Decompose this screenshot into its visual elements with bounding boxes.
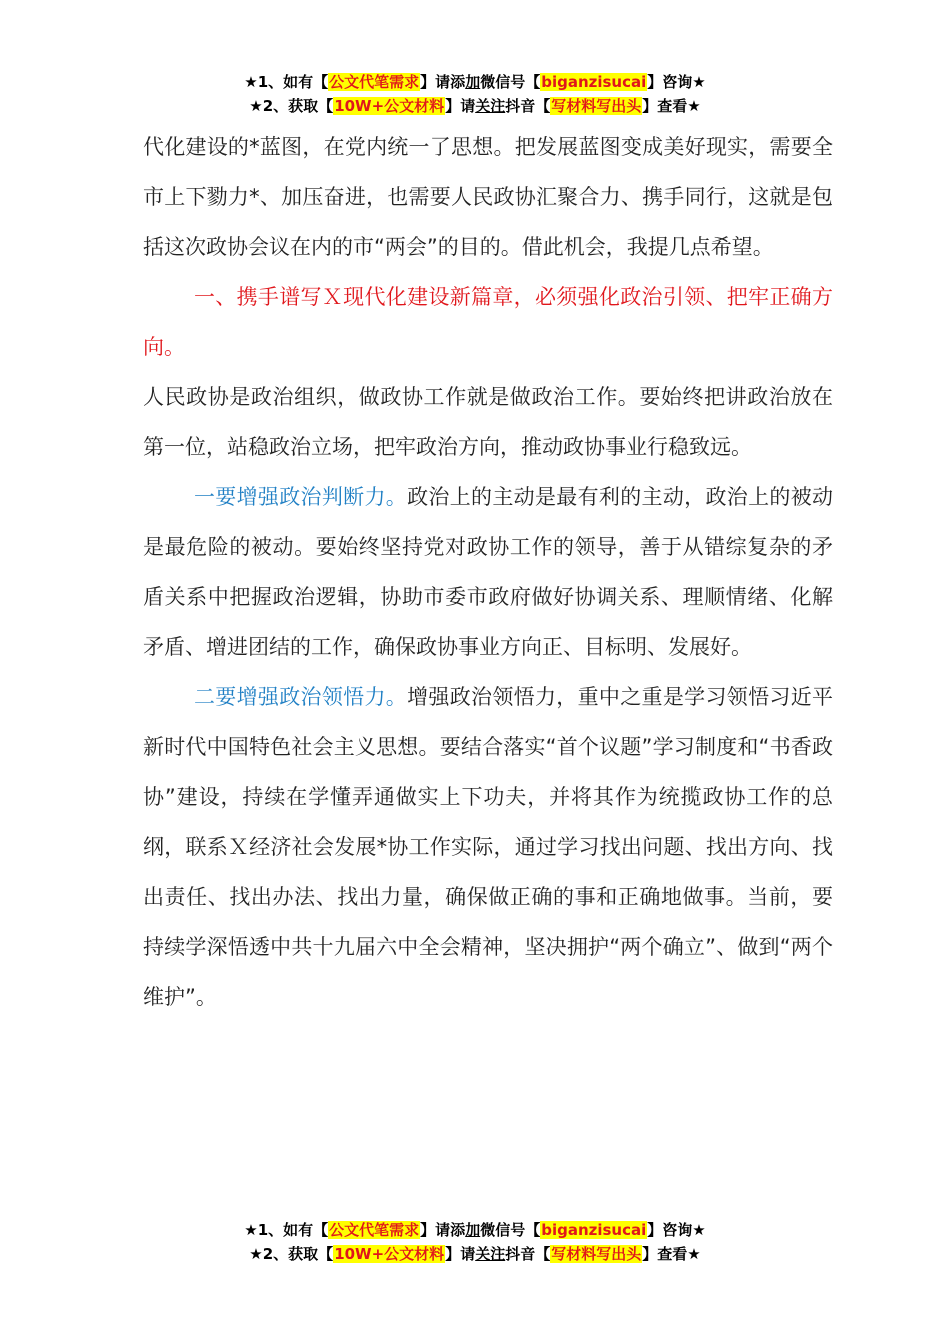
banner-text: 】咨询★	[647, 73, 706, 91]
banner-text: 】咨询★	[647, 1221, 706, 1239]
banner-text: 】请添	[420, 1221, 466, 1239]
paragraph-intro: 代化建设的*蓝图，在党内统一了思想。把发展蓝图变成美好现实，需要全市上下勠力*、加压奋进，也需要人民政协汇聚合力、携手同行，这就是包括这次政协会议在内的市“两会”的目的。借此机会，我提几点希望。	[143, 135, 833, 259]
paragraph-political-judgment	[143, 472, 833, 672]
banner-text: 】查看★	[642, 97, 701, 115]
banner-line-2	[0, 94, 950, 118]
footer-banner	[0, 1218, 950, 1266]
banner-text: 微信号【	[480, 73, 541, 91]
banner-line-2	[0, 1242, 950, 1266]
banner-line-1	[0, 1218, 950, 1242]
banner-highlight-materials: 10W+公文材料	[334, 1245, 445, 1263]
document-body	[143, 122, 833, 1022]
paragraph-lead-comprehension: 二要增强政治领悟力。	[194, 685, 408, 709]
banner-text: 】请	[445, 1245, 476, 1263]
paragraph-text-comprehension: 增强政治领悟力，重中之重是学习领悟习近平新时代中国特色社会主义思想。要结合落实“首个议题”学习制度和“书香政协”建设，持续在学懂弄通做实上下功夫，并将其作为统揽政协工作的总纲，联系Ｘ经济社会发展*协工作实际，通过学习找出问题、找出方向、找出责任、找出办法、找出力量，确保做正确的事和正确地做事。当前，要持续学深悟透中共十九届六中全会精神，坚决拥护“两个确立”、做到“两个维护”。	[143, 685, 834, 1009]
banner-text: 微信号【	[480, 1221, 541, 1239]
paragraph-lead-judgment: 一要增强政治判断力。	[194, 485, 408, 509]
section-heading-1: 一、携手谱写Ｘ现代化建设新篇章，必须强化政治引领、把牢正确方向。	[143, 285, 833, 359]
banner-highlight-service: 公文代笔需求	[329, 73, 420, 91]
banner-highlight-douyin: 写材料写出头	[551, 97, 642, 115]
banner-text: 】请添	[420, 73, 466, 91]
banner-underlined-text: 关注	[475, 1245, 506, 1263]
banner-text: ★1、如有【	[244, 73, 329, 91]
paragraph-political-organization: 人民政协是政治组织，做政协工作就是做政治工作。要始终把讲政治放在第一位，站稳政治立场，把牢政治方向，推动政协事业行稳致远。	[143, 385, 833, 459]
banner-highlight-wechat-id: biganzisucai	[541, 1221, 647, 1239]
banner-text: 】请	[445, 97, 476, 115]
paragraph-text-judgment: 政治上的主动是最有利的主动，政治上的被动是最危险的被动。要始终坚持党对政协工作的领导，善于从错综复杂的矛盾关系中把握政治逻辑，协助市委市政府做好协调关系、理顺情绪、化解矛盾、增进团结的工作，确保政协事业方向正、目标明、发展好。	[143, 485, 834, 659]
banner-highlight-douyin: 写材料写出头	[551, 1245, 642, 1263]
banner-line-1	[0, 70, 950, 94]
banner-highlight-service: 公文代笔需求	[329, 1221, 420, 1239]
banner-text: 抖音【	[505, 1245, 551, 1263]
banner-text: 】查看★	[642, 1245, 701, 1263]
paragraph-political-comprehension	[143, 672, 833, 1022]
banner-text: 抖音【	[505, 97, 551, 115]
banner-text: ★2、获取【	[249, 97, 334, 115]
banner-highlight-wechat-id: biganzisucai	[541, 73, 647, 91]
banner-underlined-text: 关注	[475, 97, 506, 115]
banner-underlined-text: 加	[465, 73, 481, 91]
banner-underlined-text: 加	[465, 1221, 481, 1239]
banner-text: ★2、获取【	[249, 1245, 334, 1263]
banner-text: ★1、如有【	[244, 1221, 329, 1239]
header-banner	[0, 70, 950, 118]
banner-highlight-materials: 10W+公文材料	[334, 97, 445, 115]
